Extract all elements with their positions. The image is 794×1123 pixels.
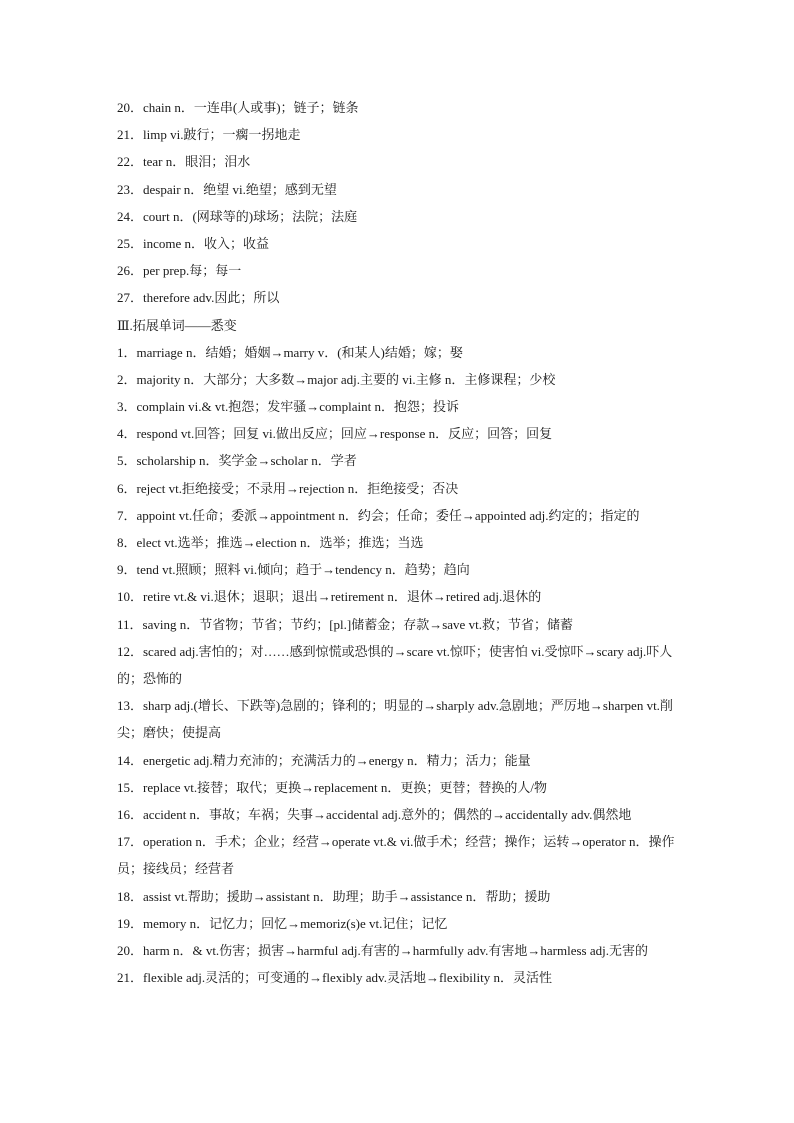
vocab-item: 20．harm n．& vt.伤害；损害→harmful adj.有害的→harmfully adv.有害地→harmless adj.无害的: [117, 942, 649, 958]
vocab-item: 13．sharp adj.(增长、下跌等)急剧的；锋利的；明显的→sharply adv.急剧地；严厉地→sharpen vt.削尖；磨快；使提高: [117, 698, 673, 741]
vocab-item: 9．tend vt.照顾；照料 vi.倾向；趋于→tendency n．趋势；趋向: [117, 562, 470, 578]
vocab-item: 5．scholarship n．奖学金→scholar n．学者: [117, 453, 357, 469]
vocab-item: 18．assist vt.帮助；援助→assistant n．助理；助手→assistance n．帮助；援助: [117, 888, 551, 904]
vocab-item: 26．per prep.每；每一: [117, 263, 242, 279]
vocab-item: 20．chain n．一连串(人或事)；链子；链条: [117, 100, 359, 115]
vocab-item: 4．respond vt.回答；回复 vi.做出反应；回应→response n．反应；回答；回复: [117, 426, 553, 442]
vocab-item: 8．elect vt.选举；推选→election n．选举；推选；当选: [117, 535, 424, 550]
vocab-item: 2．majority n．大部分；大多数→major adj.主要的 vi.主修 n．主修课程；少校: [117, 371, 556, 387]
vocab-item: 21．flexible adj.灵活的；可变通的→flexibly adv.灵活地→flexibility n．灵活性: [117, 970, 552, 986]
vocab-item: 24．court n．(网球等的)球场；法院；法庭: [117, 208, 358, 224]
vocab-item: 6．reject vt.拒绝接受；不录用→rejection n．拒绝接受；否决: [117, 480, 459, 496]
vocab-item: 14．energetic adj.精力充沛的；充满活力的→energy n．精力；活力；能量: [117, 752, 531, 768]
vocab-item: 27．therefore adv.因此；所以: [117, 290, 280, 306]
vocab-item: 3．complain vi.& vt.抱怨；发牢骚→complaint n．抱怨；投诉: [117, 399, 459, 415]
vocab-item: 19．memory n．记忆力；回忆→memoriz(s)e vt.记住；记忆: [117, 915, 448, 931]
vocab-item: 10．retire vt.& vi.退休；退职；退出→retirement n．退休→retired adj.退休的: [117, 589, 542, 605]
vocab-item: 11．saving n．节省物；节省；节约；[pl.]储蓄金；存款→save vt.救；节省；储蓄: [117, 616, 573, 632]
vocab-item: 21．limp vi.跛行；一瘸一拐地走: [117, 127, 301, 143]
vocab-item: 1．marriage n．结婚；婚姻→marry v．(和某人)结婚；嫁；娶: [117, 344, 463, 360]
vocab-item: 22．tear n．眼泪；泪水: [117, 154, 251, 170]
vocab-item: 12．scared adj.害怕的；对……感到惊慌或恐惧的→scare vt.惊吓；使害怕 vi.受惊吓→scary adj.吓人的；恐怖的: [117, 643, 673, 686]
vocab-item: 25．income n．收入；收益: [117, 235, 270, 251]
vocabulary-list: [117, 94, 679, 991]
vocab-item: 17．operation n．手术；企业；经营→operate vt.& vi.做手术；经营；操作；运转→operator n．操作员；接线员；经营者: [117, 834, 675, 877]
vocab-item: 23．despair n．绝望 vi.绝望；感到无望: [117, 181, 337, 197]
vocab-item: 16．accident n．事故；车祸；失事→accidental adj.意外的；偶然的→accidentally adv.偶然地: [117, 806, 632, 822]
vocab-item: 15．replace vt.接替；取代；更换→replacement n．更换；更替；替换的人/物: [117, 779, 548, 795]
section-heading: Ⅲ.拓展单词——悉变: [117, 317, 237, 333]
vocab-item: 7．appoint vt.任命；委派→appointment n．约会；任命；委任→appointed adj.约定的；指定的: [117, 507, 640, 523]
